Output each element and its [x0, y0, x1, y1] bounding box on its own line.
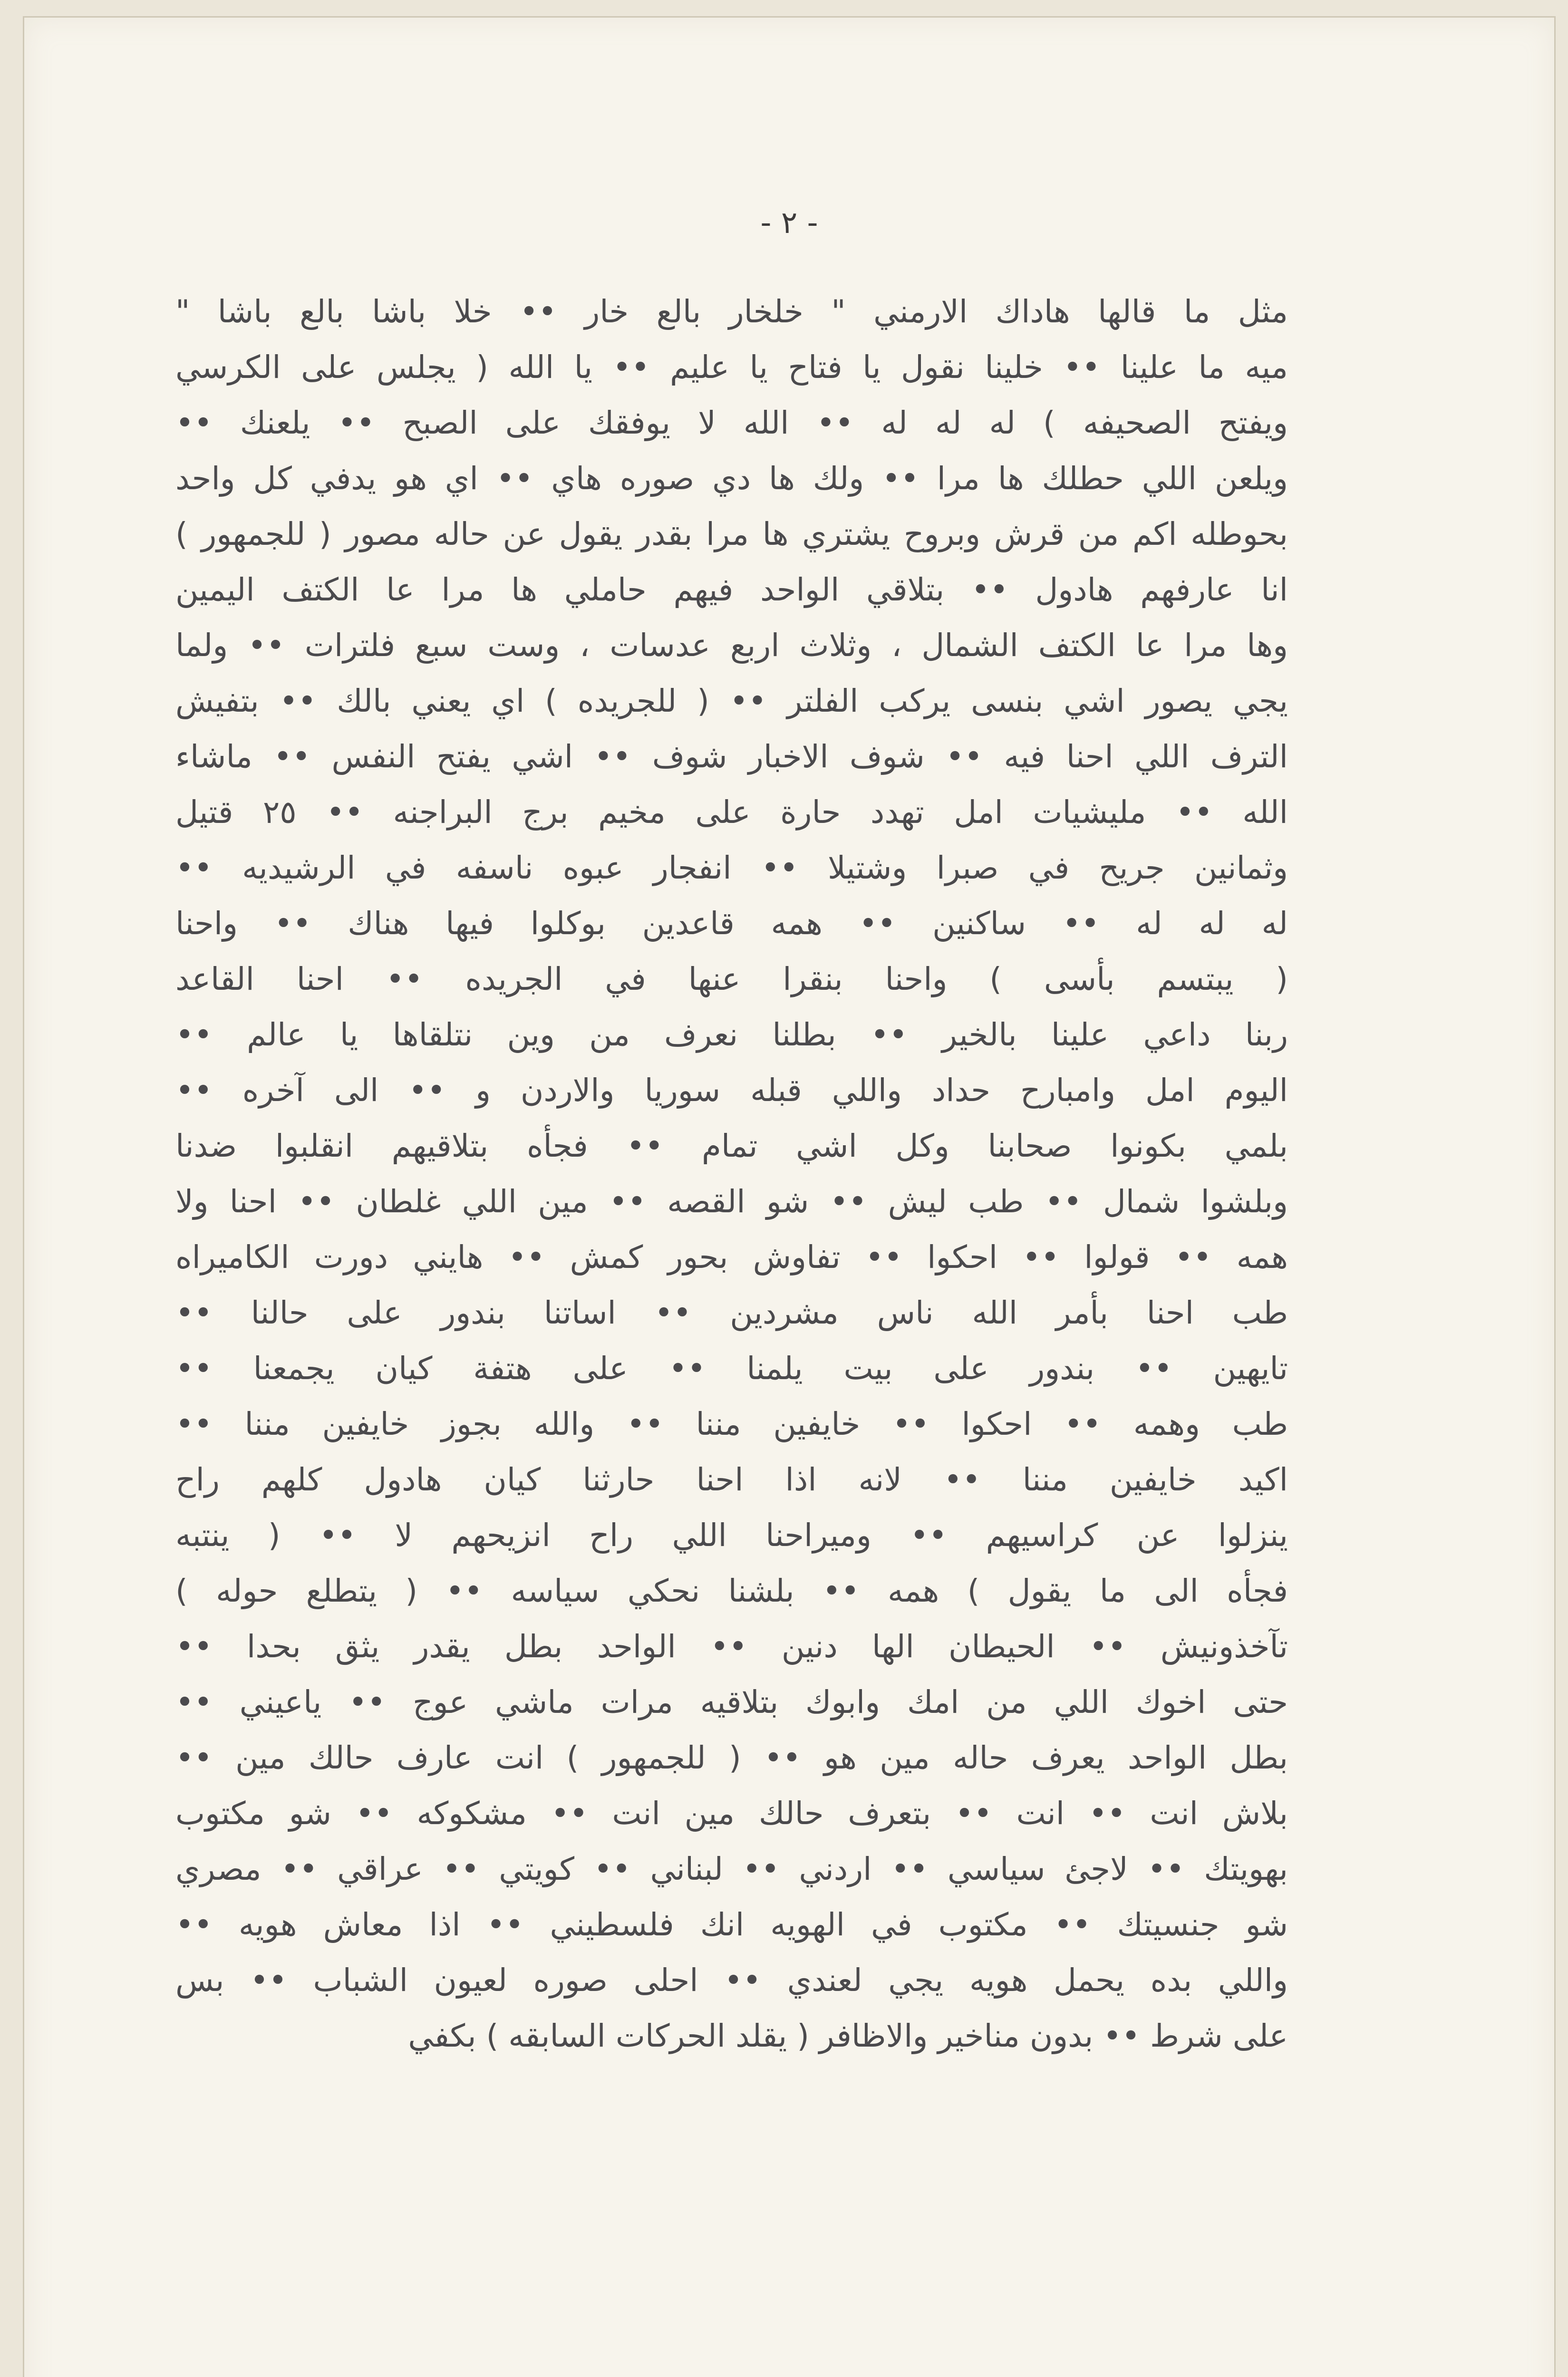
text-line: حتى اخوك اللي من امك وابوك بتلاقيه مرات ماشي عوج •• ياعيني ••	[175, 1684, 1288, 1720]
text-line: ميه ما علينا •• خلينا نقول يا فتاح يا عليم •• يا الله ( يجلس على الكرسي	[175, 349, 1288, 386]
text-line: واللي بده يحمل هويه يجي لعندي •• احلى صوره لعيون الشباب •• بس	[175, 1962, 1288, 1999]
text-line: ينزلوا عن كراسيهم •• وميراحنا اللي راح انزيحهم لا •• ( ينتبه	[175, 1517, 1288, 1554]
text-line: بطل الواحد يعرف حاله مين هو •• ( للجمهور ) انت عارف حالك مين ••	[175, 1739, 1288, 1776]
text-line: فجأه الى ما يقول ) همه •• بلشنا نحكي سياسه •• ( يتطلع حوله )	[175, 1573, 1288, 1609]
text-line: طب وهمه •• احكوا •• خايفين مننا •• والله بجوز خايفين مننا ••	[175, 1406, 1288, 1442]
text-line: وها مرا عا الكتف الشمال ، وثلاث اربع عدسات ، وست سبع فلترات •• ولما	[175, 627, 1288, 664]
text-line: مثل ما قالها هاداك الارمني " خلخار بالع خار •• خلا باشا بالع باشا "	[175, 293, 1288, 330]
text-line: على شرط •• بدون مناخير والاظافر ( يقلد الحركات السابقه ) بكفي	[408, 2018, 1288, 2054]
text-line: ويفتح الصحيفه ) له له له •• الله لا يوفقك على الصبح •• يلعنك ••	[175, 405, 1288, 441]
text-line: تآخذونيش •• الحيطان الها دنين •• الواحد بطل يقدر يثق بحدا ••	[175, 1628, 1288, 1665]
text-line: اليوم امل وامبارح حداد واللي قبله سوريا والاردن و •• الى آخره ••	[175, 1072, 1288, 1109]
text-line: همه •• قولوا •• احكوا •• تفاوش بحور كمش •• هايني دورت الكاميراه	[175, 1239, 1288, 1275]
text-line: يجي يصور اشي بنسى يركب الفلتر •• ( للجريده ) اي يعني بالك •• بتفيش	[175, 683, 1288, 719]
text-line: بحوطله اكم من قرش وبروح يشتري ها مرا بقدر يقول عن حاله مصور ( للجمهور )	[175, 516, 1288, 552]
text-line: شو جنسيتك •• مكتوب في الهويه انك فلسطيني •• اذا معاش هويه ••	[175, 1906, 1288, 1943]
text-line: بلمي بكونوا صحابنا وكل اشي تمام •• فجأه بتلاقيهم انقلبوا ضدنا	[175, 1128, 1288, 1164]
text-line: طب احنا بأمر الله ناس مشردين •• اساتنا بندور على حالنا ••	[175, 1295, 1288, 1331]
text-line: انا عارفهم هادول •• بتلاقي الواحد فيهم حاملي ها مرا عا الكتف اليمين	[175, 571, 1288, 608]
text-line: بهويتك •• لاجئ سياسي •• اردني •• لبناني •• كويتي •• عراقي •• مصري	[175, 1851, 1288, 1887]
text-line: بلاش انت •• انت •• بتعرف حالك مين انت •• مشكوكه •• شو مكتوب	[175, 1795, 1288, 1832]
page-body-text	[175, 284, 1288, 2064]
text-line: وبلشوا شمال •• طب ليش •• شو القصه •• مين اللي غلطان •• احنا ولا	[175, 1183, 1288, 1220]
page-number: - ٢ -	[760, 205, 818, 241]
text-line: اكيد خايفين مننا •• لانه اذا احنا حارثنا كيان هادول كلهم راح	[175, 1461, 1288, 1498]
text-line: وثمانين جريح في صبرا وشتيلا •• انفجار عبوه ناسفه في الرشيديه ••	[175, 850, 1288, 886]
text-line: ( يبتسم بأسى ) واحنا بنقرا عنها في الجريده •• احنا القاعد	[175, 961, 1288, 997]
text-line: له له له •• ساكنين •• همه قاعدين بوكلوا فيها هناك •• واحنا	[175, 905, 1288, 942]
document-page	[23, 16, 1556, 2377]
text-line: الله •• مليشيات امل تهدد حارة على مخيم برج البراجنه •• ٢٥ قتيل	[175, 794, 1288, 831]
text-line: ربنا داعي علينا بالخير •• بطلنا نعرف من وين نتلقاها يا عالم ••	[175, 1016, 1288, 1053]
text-line: ويلعن اللي حطلك ها مرا •• ولك ها دي صوره هاي •• اي هو يدفي كل واحد	[175, 460, 1288, 497]
text-line: الترف اللي احنا فيه •• شوف الاخبار شوف •• اشي يفتح النفس •• ماشاء	[175, 738, 1288, 775]
text-line: تايهين •• بندور على بيت يلمنا •• على هتفة كيان يجمعنا ••	[175, 1350, 1288, 1387]
